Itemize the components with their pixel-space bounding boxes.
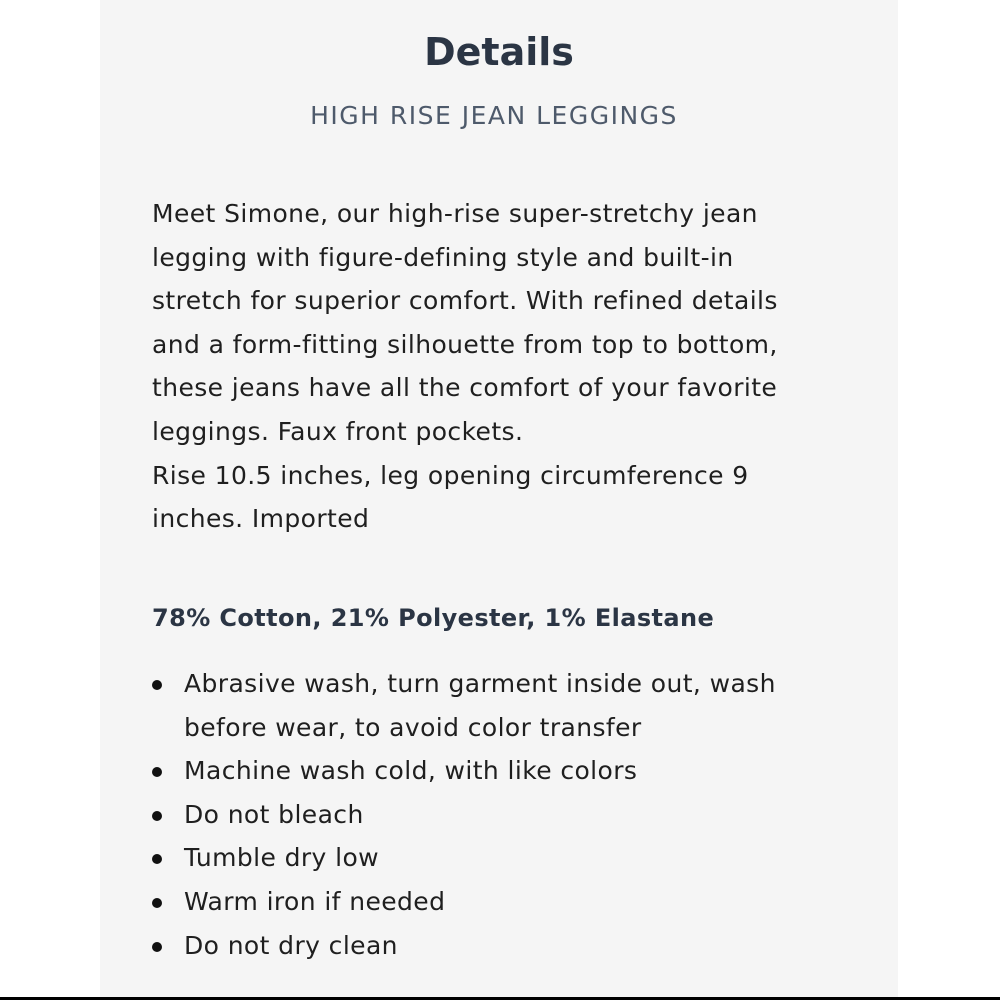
care-instruction-text: Do not dry clean bbox=[184, 930, 398, 960]
care-instruction-item bbox=[152, 793, 776, 837]
product-name: HIGH RISE JEAN LEGGINGS bbox=[310, 101, 678, 130]
details-title: Details bbox=[424, 30, 574, 74]
care-instruction-item bbox=[152, 662, 776, 749]
care-instruction-item bbox=[152, 880, 776, 924]
description-line: and a form-fitting silhouette from top to bottom, bbox=[152, 329, 778, 359]
bullet-icon bbox=[152, 767, 162, 777]
description-line: these jeans have all the comfort of your favorite bbox=[152, 373, 778, 403]
care-instruction-text: Warm iron if needed bbox=[184, 886, 446, 916]
fabric-composition: 78% Cotton, 21% Polyester, 1% Elastane bbox=[152, 604, 715, 632]
description-line: legging with figure-defining style and built-in bbox=[152, 242, 734, 272]
description-line: inches. Imported bbox=[152, 504, 370, 534]
bullet-icon bbox=[152, 811, 162, 821]
description-line: leggings. Faux front pockets. bbox=[152, 416, 524, 446]
details-panel bbox=[100, 0, 898, 997]
description-line: stretch for superior comfort. With refined details bbox=[152, 286, 778, 316]
description-line: Rise 10.5 inches, leg opening circumference 9 bbox=[152, 460, 749, 490]
care-instruction-text: Tumble dry low bbox=[184, 843, 379, 873]
care-instruction-text: Do not bleach bbox=[184, 799, 364, 829]
care-instructions-list bbox=[152, 662, 776, 967]
care-instruction-text: Abrasive wash, turn garment inside out, wash bbox=[184, 669, 776, 698]
bullet-icon bbox=[152, 854, 162, 864]
care-instruction-text: before wear, to avoid color transfer bbox=[184, 712, 642, 742]
care-instruction-item bbox=[152, 749, 776, 793]
care-instruction-item bbox=[152, 836, 776, 880]
description-line: Meet Simone, our high-rise super-stretchy jean bbox=[152, 199, 758, 228]
bullet-icon bbox=[152, 898, 162, 908]
product-description bbox=[152, 192, 842, 541]
bullet-icon bbox=[152, 942, 162, 952]
care-instruction-item bbox=[152, 924, 776, 968]
bullet-icon bbox=[152, 680, 162, 690]
care-instruction-text: Machine wash cold, with like colors bbox=[184, 756, 638, 786]
